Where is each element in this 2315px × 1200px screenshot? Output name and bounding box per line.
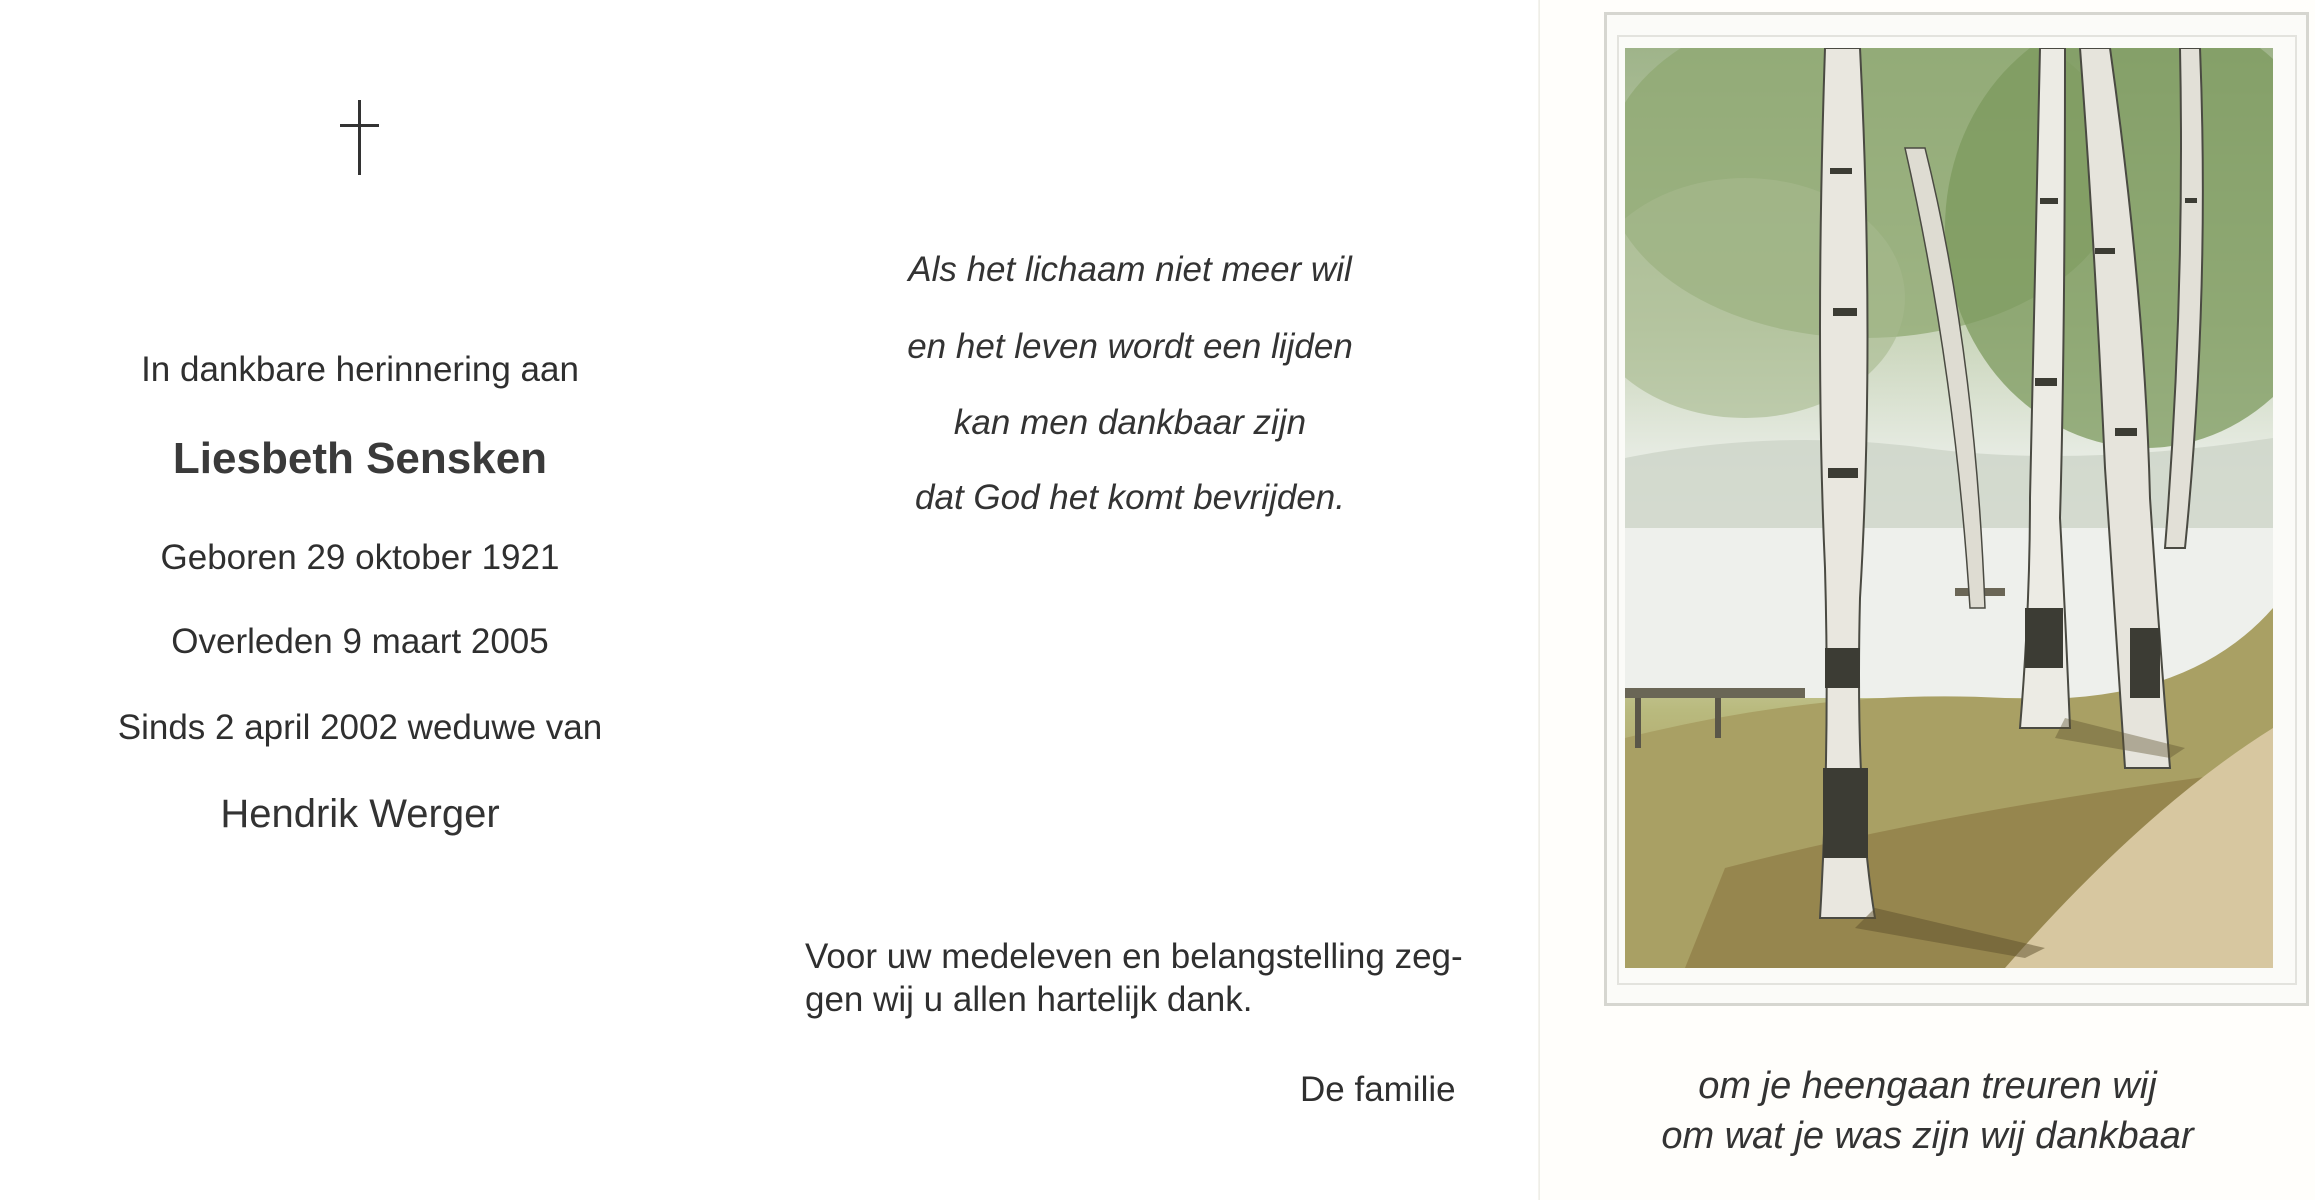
- left-panel: [0, 0, 720, 1200]
- poem-line: en het leven wordt een lijden: [907, 327, 1353, 366]
- poem-line: dat God het komt bevrijden.: [915, 478, 1345, 517]
- middle-panel: [720, 0, 1540, 1200]
- caption-line: om je heengaan treuren wij: [1698, 1065, 2157, 1107]
- cross-icon: [358, 100, 361, 175]
- signature: De familie: [1300, 1070, 1456, 1109]
- thanks-text: [805, 935, 1463, 1021]
- right-panel: [1540, 0, 2315, 1200]
- thanks-line: gen wij u allen hartelijk dank.: [805, 980, 1253, 1019]
- landscape-photo: [1625, 48, 2273, 968]
- poem-line: Als het lichaam niet meer wil: [908, 250, 1352, 289]
- deceased-name: Liesbeth Sensken: [172, 434, 548, 483]
- birth-date-line: Geboren 29 oktober 1921: [160, 538, 560, 577]
- spouse-name: Hendrik Werger: [220, 792, 500, 836]
- intro-text: In dankbare herinnering aan: [141, 350, 579, 389]
- birch-trees-illustration: [1625, 48, 2273, 968]
- widow-since-line: Sinds 2 april 2002 weduwe van: [117, 708, 603, 747]
- thanks-line: Voor uw medeleven en belangstelling zeg-: [805, 937, 1463, 976]
- caption-line: om wat je was zijn wij dankbaar: [1661, 1115, 2194, 1157]
- death-date-line: Overleden 9 maart 2005: [171, 622, 549, 661]
- poem-line: kan men dankbaar zijn: [953, 403, 1307, 442]
